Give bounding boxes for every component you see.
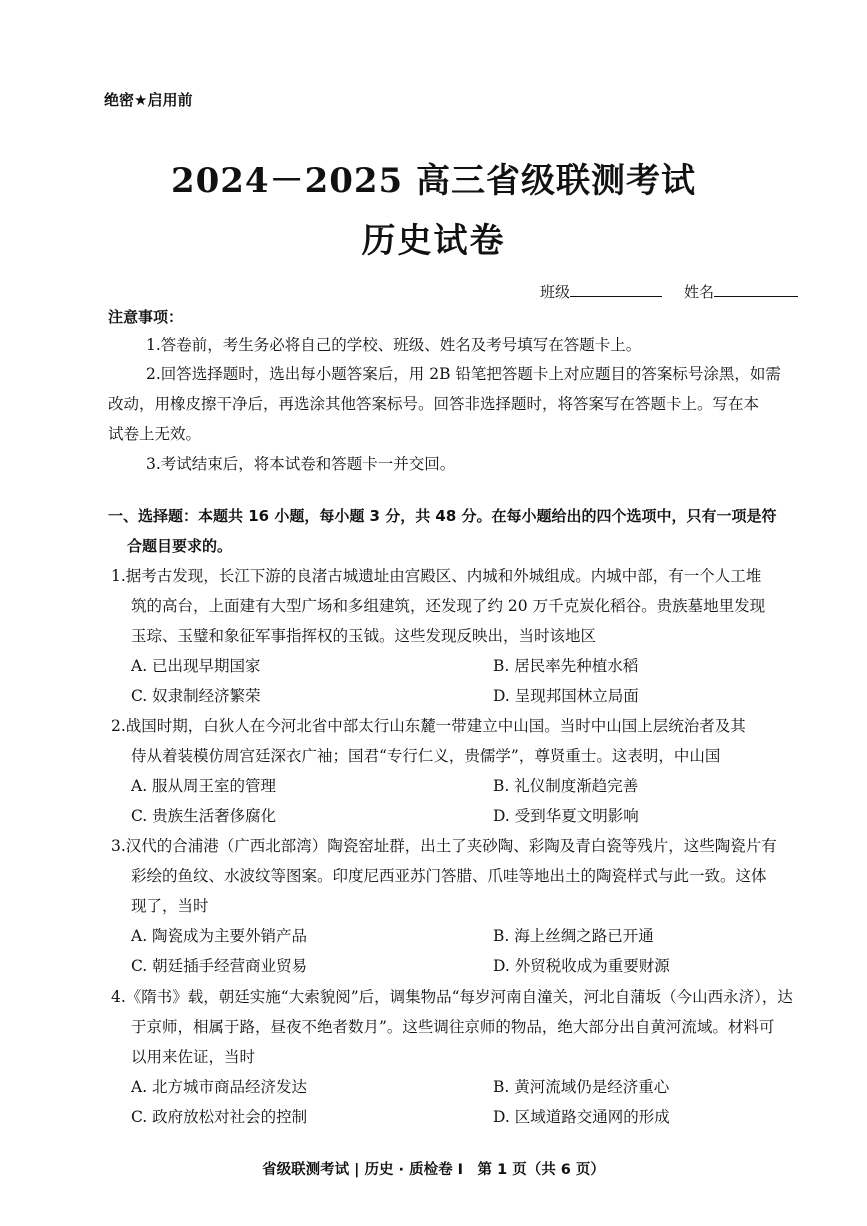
note-item-2-line3: 试卷上无效。: [108, 425, 202, 443]
question-1-line1: 1.据考古发现，长江下游的良渚古城遗址由宫殿区、内城和外城组成。内城中部，有一个人工堆: [111, 567, 762, 585]
section-instruction-line1: 一、选择题：本题共 16 小题，每小题 3 分，共 48 分。在每小题给出的四个选项中，只有一项是符: [108, 507, 777, 525]
note-item-2-line1: 2.回答选择题时，选出每小题答案后，用 2B 铅笔把答题卡上对应题目的答案标号涂黑，如需: [146, 365, 781, 383]
question-1-option-b: B. 居民率先种植水稻: [493, 657, 639, 675]
question-1-line2: 筑的高台，上面建有大型广场和多组建筑，还发现了约 20 万千克炭化稻谷。贵族墓地里发现: [131, 597, 766, 615]
name-field: [684, 281, 798, 302]
class-field: [540, 281, 662, 302]
name-label: 姓名: [684, 283, 715, 301]
question-1-option-a: A. 已出现早期国家: [131, 657, 261, 675]
page-footer: 省级联测考试 | 历史 · 质检卷 Ⅰ 第 1 页（共 6 页）: [262, 1162, 605, 1178]
note-item-2-line2: 改动，用橡皮擦干净后，再选涂其他答案标号。回答非选择题时，将答案写在答题卡上。写在本: [108, 395, 760, 413]
question-1-option-d: D. 呈现邦国林立局面: [493, 687, 639, 705]
question-2-option-a: A. 服从周王室的管理: [131, 777, 277, 795]
question-1-line3: 玉琮、玉璧和象征军事指挥权的玉钺。这些发现反映出，当时该地区: [131, 627, 597, 645]
exam-subject: 历史试卷: [361, 221, 506, 261]
question-2-line2: 侍从着装模仿周宫廷深衣广袖；国君“专行仁义，贵儒学”，尊贤重士。这表明，中山国: [131, 747, 721, 765]
name-blank-line: [714, 282, 798, 297]
question-2-line1: 2.战国时期，白狄人在今河北省中部太行山东麓一带建立中山国。当时中山国上层统治者及其: [111, 717, 746, 735]
section-instruction-line2: 合题目要求的。: [127, 537, 233, 555]
question-4-line3: 以用来佐证，当时: [131, 1048, 256, 1066]
question-3-line3: 现了，当时: [131, 897, 209, 915]
question-4-line2: 于京师，相属于路，昼夜不绝者数月”。这些调往京师的物品，绝大部分出自黄河流域。材料可: [131, 1018, 775, 1036]
question-1-option-c: C. 奴隶制经济繁荣: [131, 687, 261, 705]
question-4-option-a: A. 北方城市商品经济发达: [131, 1078, 308, 1096]
question-2-option-b: B. 礼仪制度渐趋完善: [493, 777, 639, 795]
note-item-3: 3.考试结束后，将本试卷和答题卡一并交回。: [146, 455, 456, 473]
question-4-option-c: C. 政府放松对社会的控制: [131, 1108, 308, 1126]
question-2-option-c: C. 贵族生活奢侈腐化: [131, 807, 277, 825]
class-blank-line: [570, 282, 662, 297]
question-4-option-b: B. 黄河流域仍是经济重心: [493, 1078, 670, 1096]
confidential-mark: 绝密★启用前: [104, 91, 193, 109]
question-3-option-a: A. 陶瓷成为主要外销产品: [131, 927, 308, 945]
note-item-1: 1.答卷前，考生务必将自己的学校、班级、姓名及考号填写在答题卡上。: [146, 336, 642, 354]
question-3-line1: 3.汉代的合浦港（广西北部湾）陶瓷窑址群，出土了夹砂陶、彩陶及青白瓷等残片，这些陶瓷片有: [111, 837, 777, 855]
question-4-option-d: D. 区域道路交通网的形成: [493, 1108, 670, 1126]
notes-heading: 注意事项：: [108, 308, 184, 326]
question-3-option-b: B. 海上丝绸之路已开通: [493, 927, 654, 945]
question-3-option-d: D. 外贸税收成为重要财源: [493, 957, 670, 975]
exam-title: 2024－2025 高三省级联测考试: [170, 161, 697, 201]
question-2-option-d: D. 受到华夏文明影响: [493, 807, 639, 825]
question-3-line2: 彩绘的鱼纹、水波纹等图案。印度尼西亚苏门答腊、爪哇等地出土的陶瓷样式与此一致。这体: [131, 867, 767, 885]
question-3-option-c: C. 朝廷插手经营商业贸易: [131, 957, 308, 975]
class-label: 班级: [540, 283, 571, 301]
question-4-line1: 4.《隋书》载，朝廷实施“大索貌阅”后，调集物品“每岁河南自潼关，河北自蒲坂（今山西永济），达: [111, 988, 793, 1006]
